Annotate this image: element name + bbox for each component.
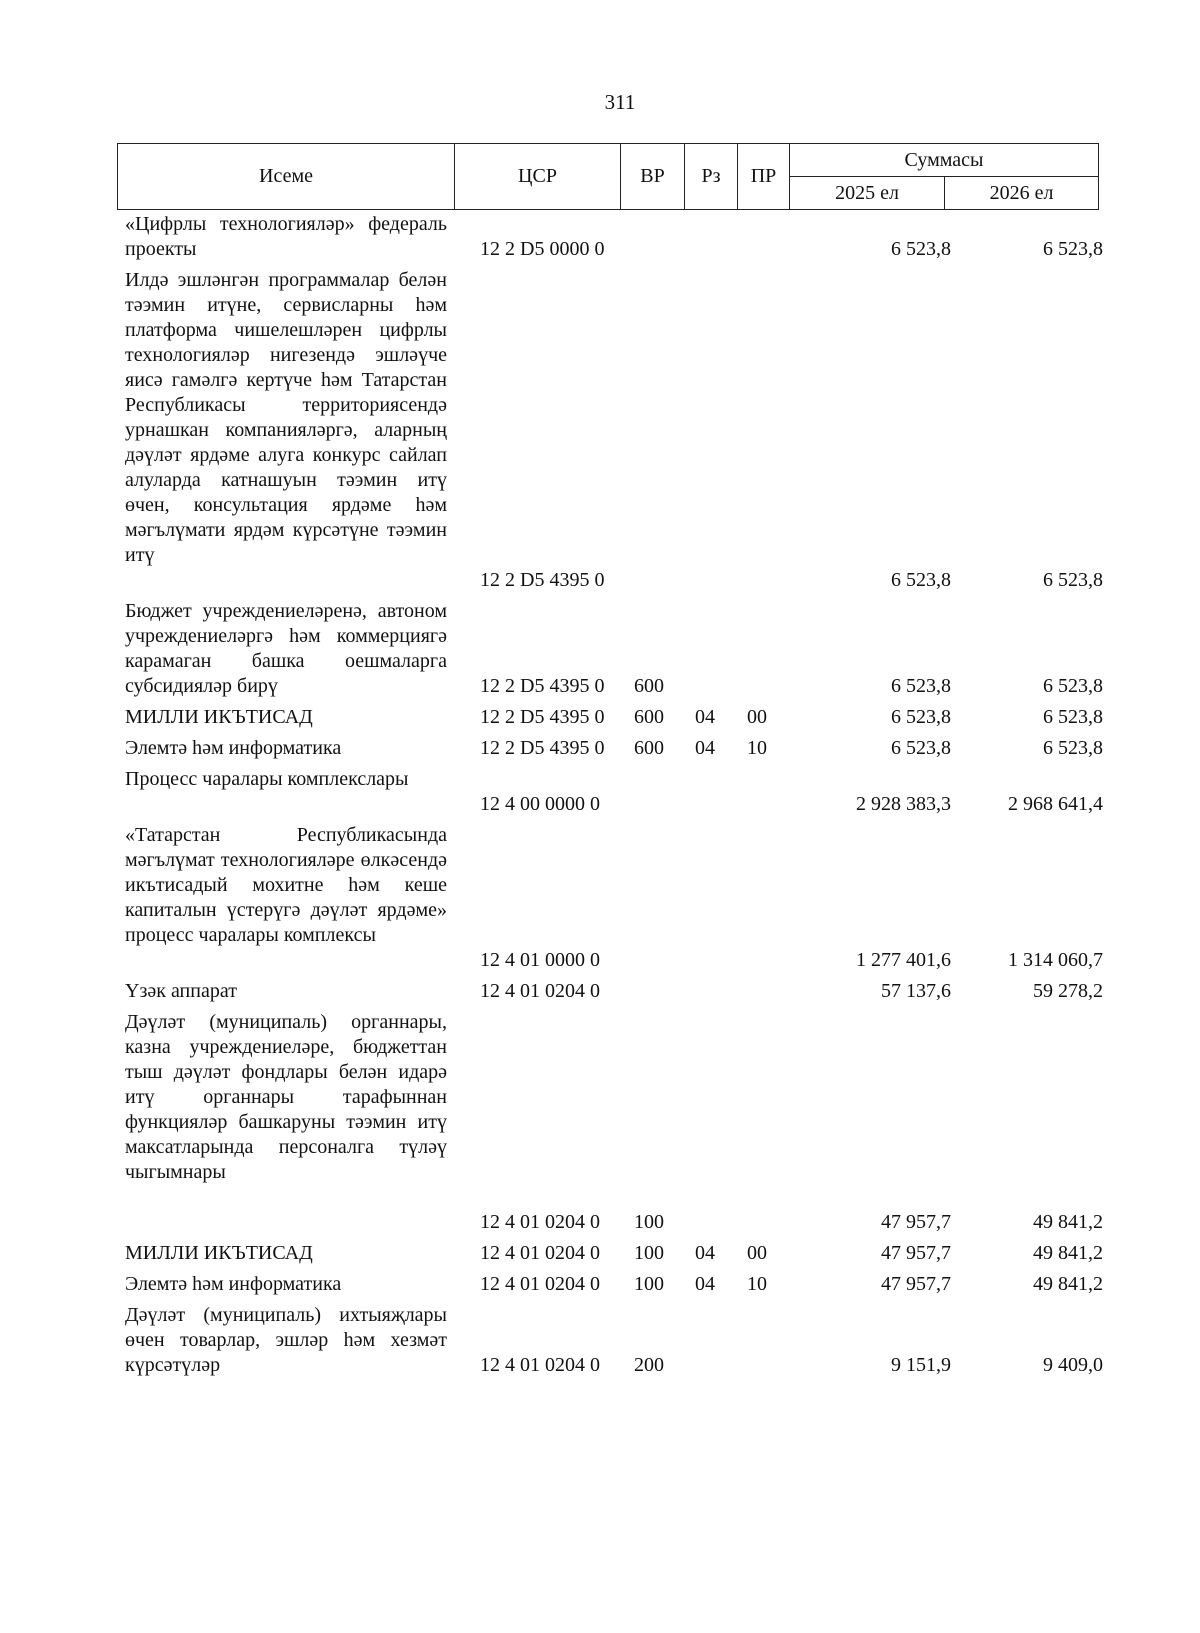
table-row (117, 1303, 1129, 1378)
header-name: Исеме (118, 144, 455, 210)
row-sum-2025: 9 151,9 (891, 1354, 951, 1376)
row-pr: 10 (747, 737, 767, 759)
row-sum-2026: 6 523,8 (1043, 706, 1103, 728)
row-name: Элемтә һәм информатика (125, 1273, 342, 1295)
row-sum-2026: 6 523,8 (1043, 569, 1103, 591)
row-vr: 200 (634, 1354, 664, 1376)
header-2025: 2025 ел (790, 177, 945, 210)
row-vr: 600 (634, 675, 664, 697)
row-sum-2025: 47 957,7 (881, 1273, 951, 1295)
row-vr: 100 (634, 1273, 664, 1295)
row-name: МИЛЛИ ИКЪТИСАД (125, 1242, 313, 1264)
header-csr: ЦСР (455, 144, 621, 210)
table-row (117, 823, 1129, 973)
row-name: Үзәк аппарат (125, 980, 237, 1002)
row-name: МИЛЛИ ИКЪТИСАД (125, 706, 313, 728)
row-pr: 00 (747, 1242, 767, 1264)
table-row (117, 1272, 1129, 1297)
row-sum-2025: 6 523,8 (891, 675, 951, 697)
row-csr: 12 4 01 0204 0 (480, 1273, 600, 1295)
row-sum-2026: 6 523,8 (1043, 737, 1103, 759)
table-row (117, 599, 1129, 699)
row-name: «Цифрлы технологияләр» федераль проекты (125, 213, 447, 260)
table-row (117, 979, 1129, 1004)
row-vr: 100 (634, 1211, 664, 1233)
row-vr: 600 (634, 737, 664, 759)
row-csr: 12 2 D5 4395 0 (480, 737, 605, 759)
row-vr: 600 (634, 706, 664, 728)
table-row (117, 736, 1129, 761)
row-csr: 12 4 01 0204 0 (480, 1354, 600, 1376)
row-sum-2025: 6 523,8 (891, 706, 951, 728)
row-name: Процесс чаралары комплекслары (125, 768, 409, 790)
row-csr: 12 2 D5 0000 0 (480, 238, 605, 260)
row-name: Элемтә һәм информатика (125, 737, 342, 759)
header-pr: ПР (738, 144, 790, 210)
row-sum-2025: 57 137,6 (881, 980, 951, 1002)
row-sum-2025: 1 277 401,6 (856, 949, 951, 971)
row-sum-2026: 49 841,2 (1033, 1273, 1103, 1295)
row-sum-2025: 6 523,8 (891, 569, 951, 591)
row-name: Бюджет учреждениеләренә, автоном учреждениеләргә һәм коммерциягә карамаган башка оешмаларга субсидияләр бирү (125, 600, 447, 697)
row-sum-2026: 6 523,8 (1043, 238, 1103, 260)
table-header (117, 143, 1099, 210)
header-vr: ВР (621, 144, 685, 210)
row-csr: 12 4 00 0000 0 (480, 793, 600, 815)
row-csr: 12 2 D5 4395 0 (480, 569, 605, 591)
row-csr: 12 4 01 0204 0 (480, 980, 600, 1002)
row-name: Дәүләт (муниципаль) органнары, казна учреждениеләре, бюджеттан тыш дәүләт фондлары белән идарә итү органнары тарафыннан функцияләр башкаруны тәэмин итү максатларында персоналга түләү чыгымнары (125, 1011, 447, 1183)
row-sum-2026: 9 409,0 (1043, 1354, 1103, 1376)
table-row (117, 767, 1129, 817)
row-csr: 12 2 D5 4395 0 (480, 675, 605, 697)
header-2026: 2026 ел (945, 177, 1099, 210)
row-sum-2025: 2 928 383,3 (856, 793, 951, 815)
row-pr: 00 (747, 706, 767, 728)
row-name: Дәүләт (муниципаль) ихтыяҗлары өчен товарлар, эшләр һәм хезмәт күрсәтүләр (125, 1304, 447, 1376)
row-sum-2026: 49 841,2 (1033, 1211, 1103, 1233)
row-name: Илдә эшләнгән программалар белән тәэмин итүне, сервисларны һәм платформа чишелешләрен цифрлы технологияләр нигезендә эшләүче яисә гамәлгә кертүче һәм Татарстан Республикасы территориясендә урнашкан компанияләргә, аларның дәүләт ярдәме алуга конкурс сайлап алуларда катнашуын тәэмин итү өчен, консультация ярдәме һәм мәгълүмати ярдәм күрсәтүне тәэмин итү (125, 269, 447, 566)
row-rz: 04 (695, 737, 715, 759)
row-sum-2026: 2 968 641,4 (1008, 793, 1103, 815)
header-sums: Суммасы (790, 144, 1099, 177)
row-sum-2026: 6 523,8 (1043, 675, 1103, 697)
row-sum-2025: 6 523,8 (891, 238, 951, 260)
row-vr: 100 (634, 1242, 664, 1264)
row-csr: 12 4 01 0000 0 (480, 949, 600, 971)
row-name: «Татарстан Республикасында мәгълүмат технологияләре өлкәсендә икътисадый мохитне һәм кеше капиталын үстерүгә дәүләт ярдәме» процесс чаралары комплексы (125, 824, 447, 946)
table-row (117, 705, 1129, 730)
row-sum-2026: 59 278,2 (1033, 980, 1103, 1002)
row-sum-2026: 1 314 060,7 (1008, 949, 1103, 971)
row-sum-2025: 47 957,7 (881, 1242, 951, 1264)
row-rz: 04 (695, 706, 715, 728)
header-rz: Рз (685, 144, 738, 210)
table-row (117, 1241, 1129, 1266)
table-row (117, 212, 1129, 262)
row-pr: 10 (747, 1273, 767, 1295)
row-sum-2025: 6 523,8 (891, 737, 951, 759)
row-sum-2026: 49 841,2 (1033, 1242, 1103, 1264)
table-row (117, 1010, 1129, 1235)
page-number: 311 (604, 90, 636, 114)
table-row (117, 268, 1129, 593)
row-rz: 04 (695, 1242, 715, 1264)
row-sum-2025: 47 957,7 (881, 1211, 951, 1233)
row-csr: 12 4 01 0204 0 (480, 1242, 600, 1264)
row-csr: 12 2 D5 4395 0 (480, 706, 605, 728)
row-rz: 04 (695, 1273, 715, 1295)
row-csr: 12 4 01 0204 0 (480, 1211, 600, 1233)
